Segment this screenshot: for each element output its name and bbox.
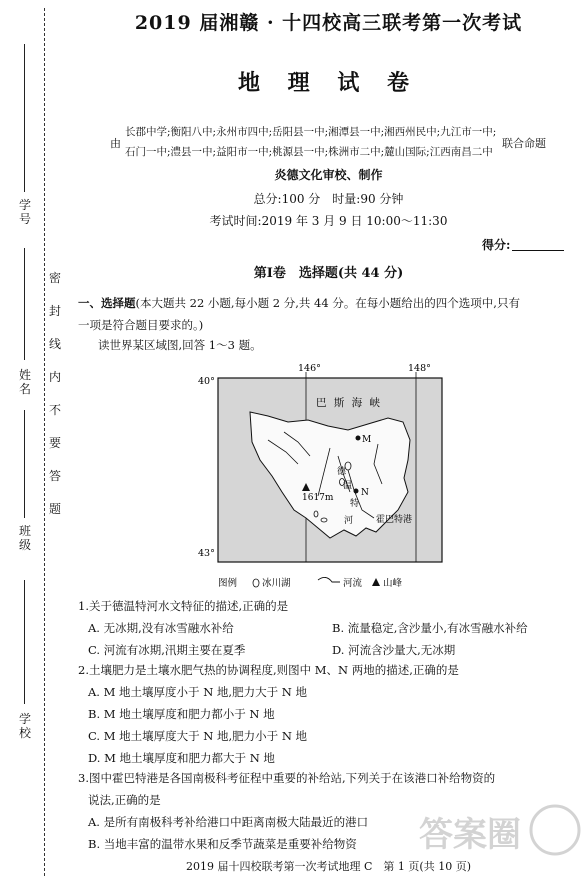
class-label: 班 级 bbox=[18, 524, 31, 552]
lat-bottom-label: 43° bbox=[198, 548, 215, 559]
question-1-option-c[interactable]: C. 河流有冰期,汛期主要在夏季 bbox=[88, 643, 246, 657]
lat-top-label: 40° bbox=[198, 376, 215, 387]
question-3-option-b[interactable]: B. 当地丰富的温带水果和反季节蔬菜是重要补给物资 bbox=[88, 837, 357, 851]
instructions bbox=[78, 292, 583, 336]
watermark-text: 答案圈 bbox=[419, 815, 521, 855]
question-2-option-a[interactable]: A. M 地土壤厚度小于 N 地,肥力大于 N 地 bbox=[88, 685, 307, 699]
legend-title: 图例 bbox=[218, 578, 238, 589]
score-time: 总分:100 分 时量:90 分钟 bbox=[253, 192, 404, 206]
instructions-line-1: (本大题共 22 小题,每小题 2 分,共 44 分。在每小题给出的四个选项中,只有 bbox=[135, 296, 520, 310]
name-label: 姓 名 bbox=[18, 368, 31, 396]
map-figure bbox=[198, 360, 468, 595]
exam-date: 考试时间:2019 年 3 月 9 日 10:00～11:30 bbox=[209, 214, 448, 228]
seal-warning: 密 封 线 内 不 要 答 题 bbox=[48, 271, 61, 516]
legend-lake-icon bbox=[253, 579, 259, 587]
question-2-option-b[interactable]: B. M 地土壤厚度和肥力都小于 N 地 bbox=[88, 707, 275, 721]
instructions-label: 一、选择题 bbox=[78, 296, 136, 310]
question-1-option-a[interactable]: A. 无冰期,没有冰雪融水补给 bbox=[88, 621, 234, 635]
legend-river-icon bbox=[318, 577, 340, 582]
lon-right-label: 148° bbox=[408, 363, 431, 374]
school-line bbox=[24, 580, 25, 704]
subject-title: 地 理 试 卷 bbox=[238, 70, 419, 96]
river-char-3: 特 bbox=[350, 499, 360, 509]
reviewer-credit: 炎德文化审校、制作 bbox=[274, 168, 383, 182]
legend-lake-label: 冰川湖 bbox=[262, 578, 291, 589]
point-m-label: M bbox=[362, 435, 372, 445]
point-m-dot bbox=[356, 436, 361, 441]
question-2-stem: 2.土壤肥力是土壤水肥气热的协调程度,则图中 M、N 两地的描述,正确的是 bbox=[78, 663, 459, 677]
legend-peak-icon bbox=[372, 578, 380, 586]
port-label: 霍巴特港 bbox=[376, 515, 413, 525]
exam-page bbox=[70, 0, 587, 884]
instructions-line-2: 一项是符合题目要求的。) bbox=[78, 318, 204, 332]
river-char-2: 温 bbox=[343, 481, 353, 491]
lon-left-label: 146° bbox=[298, 363, 321, 374]
question-1-option-d[interactable]: D. 河流含沙量大,无冰期 bbox=[332, 643, 456, 657]
map-prompt: 读世界某区域图,回答 1～3 题。 bbox=[98, 338, 262, 352]
point-n-label: N bbox=[361, 488, 369, 498]
binding-dashed-line bbox=[44, 8, 45, 876]
question-1-option-b[interactable]: B. 流量稳定,含沙量小,有冰雪融水补给 bbox=[332, 621, 528, 635]
question-2-option-d[interactable]: D. M 地土壤厚度和肥力都大于 N 地 bbox=[88, 751, 275, 765]
student-id-line bbox=[24, 44, 25, 192]
schools-line-1: 长郡中学;衡阳八中;永州市四中;岳阳县一中;湘潭县一中;湘西州民中;九江市一中; bbox=[125, 126, 497, 138]
strait-label: 巴 斯 海 峡 bbox=[316, 397, 383, 409]
peak-elevation-label: 1617m bbox=[302, 493, 334, 503]
legend-peak-label: 山峰 bbox=[383, 578, 403, 589]
section-title: 第Ⅰ卷 选择题(共 44 分) bbox=[253, 266, 404, 281]
question-2-option-c[interactable]: C. M 地土壤厚度大于 N 地,肥力小于 N 地 bbox=[88, 729, 308, 743]
schools-list bbox=[125, 122, 505, 162]
legend-river-label: 河流 bbox=[343, 578, 363, 589]
exam-title: 2019 届湘赣 · 十四校高三联考第一次考试 bbox=[134, 12, 523, 34]
student-id-label: 学 号 bbox=[18, 198, 31, 226]
river-char-4: 河 bbox=[344, 516, 354, 526]
class-line bbox=[24, 410, 25, 518]
schools-line-2: 石门一中;澧县一中;益阳市一中;桃源县一中;株洲市二中;麓山国际;江西南昌二中 bbox=[125, 146, 493, 158]
question-3-option-a[interactable]: A. 是所有南极科考补给港口中距离南极大陆最近的港口 bbox=[88, 815, 369, 829]
map-svg bbox=[198, 360, 468, 595]
joint-label: 联合命题 bbox=[502, 137, 546, 150]
score-field bbox=[482, 236, 564, 253]
score-label: 得分: bbox=[482, 238, 511, 252]
point-n-dot bbox=[354, 489, 359, 494]
score-blank[interactable] bbox=[512, 239, 564, 251]
page-footer: 2019 届十四校联考第一次考试地理 C 第 1 页(共 10 页) bbox=[186, 860, 471, 873]
question-3-stem-line-1: 3.图中霍巴特港是各国南极科考征程中重要的补给站,下列关于在该港口补给物资的 bbox=[78, 771, 496, 785]
by-label: 由 bbox=[110, 137, 121, 150]
school-label: 学 校 bbox=[18, 712, 31, 740]
binding-margin bbox=[0, 0, 70, 884]
question-1-stem: 1.关于德温特河水文特征的描述,正确的是 bbox=[78, 599, 289, 613]
river-char-1: 德 bbox=[337, 467, 347, 477]
question-3-stem-line-2: 说法,正确的是 bbox=[88, 793, 161, 807]
name-line bbox=[24, 248, 25, 360]
